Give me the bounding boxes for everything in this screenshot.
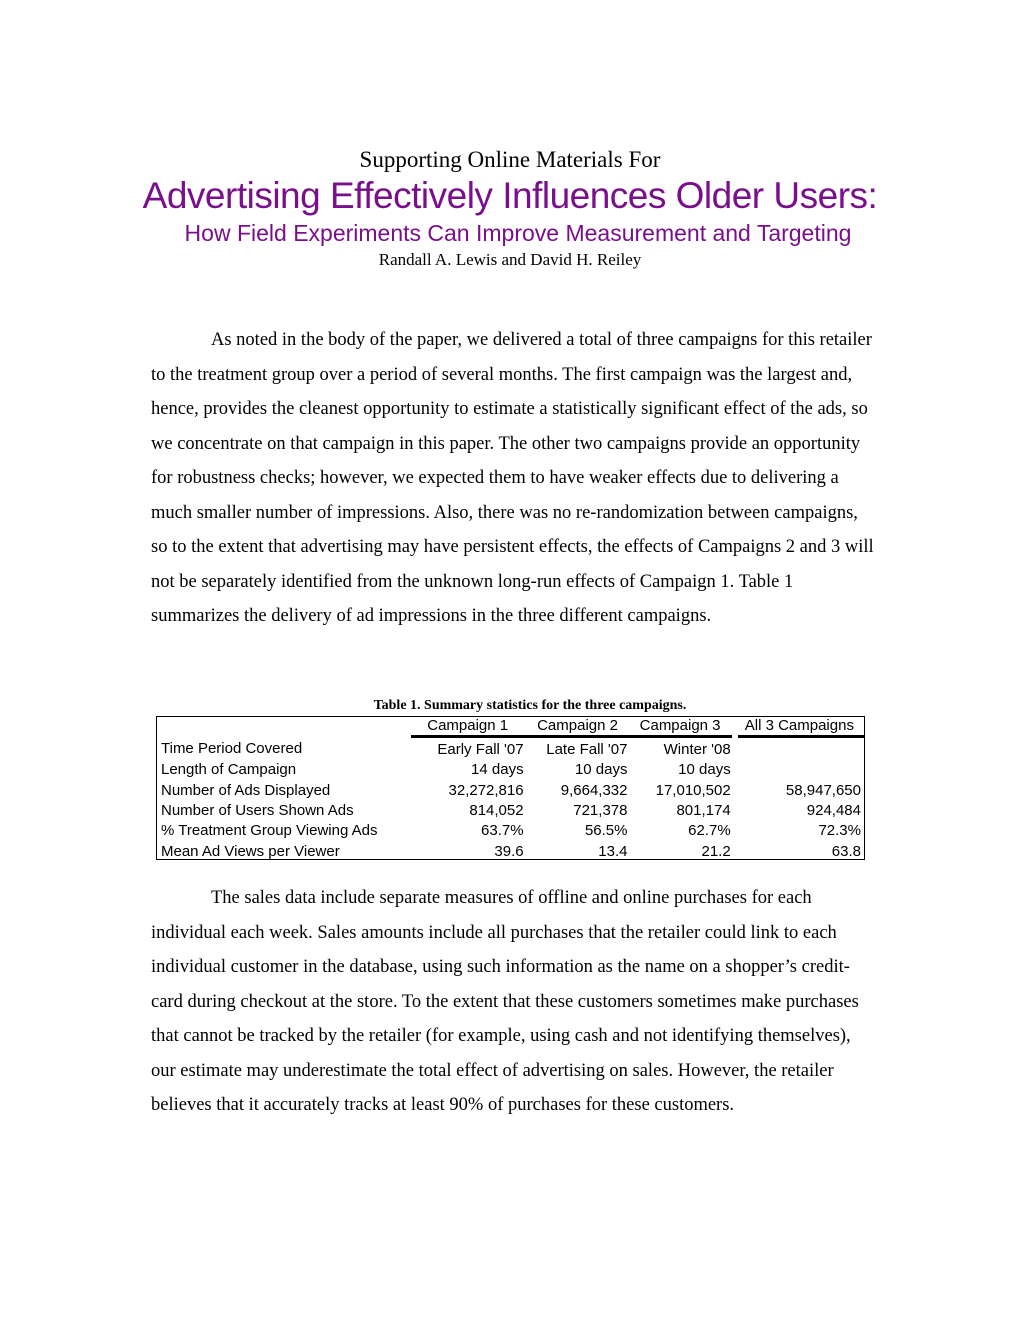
table-cell: 9,664,332	[560, 781, 628, 799]
table-cell: 721,378	[573, 802, 628, 820]
paper-title: Advertising Effectively Influences Older Users:	[142, 175, 878, 216]
paper-subtitle: How Field Experiments Can Improve Measurement and Targeting	[184, 220, 852, 246]
table-cell: 32,272,816	[448, 781, 524, 799]
paragraph-text: As noted in the body of the paper, we delivered a total of three campaigns for this retailer to the treatment group over a period of several months. The first campaign was the largest and, hence, provides the cleanest opportunity to estimate a statistically significant effect of the ads, so we concentrate on that campaign in this paper. The other two campaigns provide an opportunity for robustness checks; however, we expected them to have weaker effects due to delivering a much smaller number of impressions. Also, there was no re-randomization between campaigns, so to the extent that advertising may have persistent effects, the effects of Campaigns 2 and 3 will not be separately identified from the unknown long-run effects of Campaign 1. Table 1 summarizes the delivery of ad impressions in the three different campaigns.	[151, 330, 874, 626]
table-cell: Winter '08	[663, 741, 731, 759]
body-paragraph-2	[151, 881, 876, 1123]
table-cell	[735, 760, 864, 780]
table-cell: 14 days	[471, 761, 524, 779]
table-cell: 58,947,650	[785, 781, 861, 799]
row-label: Number of Ads Displayed	[161, 781, 331, 799]
row-label: % Treatment Group Viewing Ads	[161, 822, 378, 840]
table-row	[157, 781, 864, 801]
header-cell-campaign-2: Campaign 2	[528, 717, 632, 737]
table-cell: 63.7%	[481, 822, 524, 840]
table-caption: Table 1. Summary statistics for the three campaigns.	[373, 698, 687, 713]
row-label: Number of Users Shown Ads	[161, 802, 354, 820]
table-cell: 56.5%	[584, 822, 628, 840]
table-row	[157, 801, 864, 821]
table-cell: 13.4	[598, 842, 628, 860]
table-cell: 801,174	[676, 802, 731, 820]
table-header-row	[157, 717, 864, 737]
table-cell: 10 days	[574, 761, 628, 779]
table-cell	[735, 737, 864, 761]
header-cell-empty	[157, 717, 412, 737]
header-cell-campaign-1: Campaign 1	[412, 717, 528, 737]
table-cell: 63.8	[831, 842, 861, 860]
table-row	[157, 841, 864, 861]
summary-table	[156, 716, 865, 860]
paragraph-text: The sales data include separate measures of offline and online purchases for each individual each week. Sales amounts include all purchases that the retailer could link to each individual customer in the database, using such information as the name on a shopper’s credit-card during checkout at the store. To the extent that these customers sometimes make purchases that cannot be tracked by the retailer (for example, using cash and not identifying themselves), our estimate may underestimate the total effect of advertising on sales. However, the retailer believes that it accurately tracks at least 90% of purchases for these customers.	[151, 888, 859, 1115]
table-cell: 62.7%	[688, 822, 731, 840]
table-row	[157, 760, 864, 780]
supporting-materials-label: Supporting Online Materials For	[359, 147, 661, 172]
table-cell: Late Fall '07	[546, 741, 628, 759]
summary-stats-table	[157, 717, 864, 862]
table-row	[157, 737, 864, 761]
table-cell: 72.3%	[818, 822, 861, 840]
table-cell: 21.2	[701, 842, 731, 860]
header-cell-all-campaigns: All 3 Campaigns	[735, 717, 864, 737]
row-label: Length of Campaign	[161, 761, 297, 779]
header-cell-campaign-3: Campaign 3	[631, 717, 734, 737]
body-paragraph-1	[151, 323, 876, 634]
row-label: Time Period Covered	[161, 740, 303, 758]
table-cell: 814,052	[469, 802, 524, 820]
table-cell: 10 days	[678, 761, 731, 779]
table-cell: Early Fall '07	[437, 741, 524, 759]
table-cell: 924,484	[806, 802, 861, 820]
table-cell: 39.6	[494, 842, 524, 860]
row-label: Mean Ad Views per Viewer	[161, 842, 340, 860]
table-row	[157, 821, 864, 841]
table-cell: 17,010,502	[655, 781, 731, 799]
authors-line: Randall A. Lewis and David H. Reiley	[378, 250, 642, 269]
